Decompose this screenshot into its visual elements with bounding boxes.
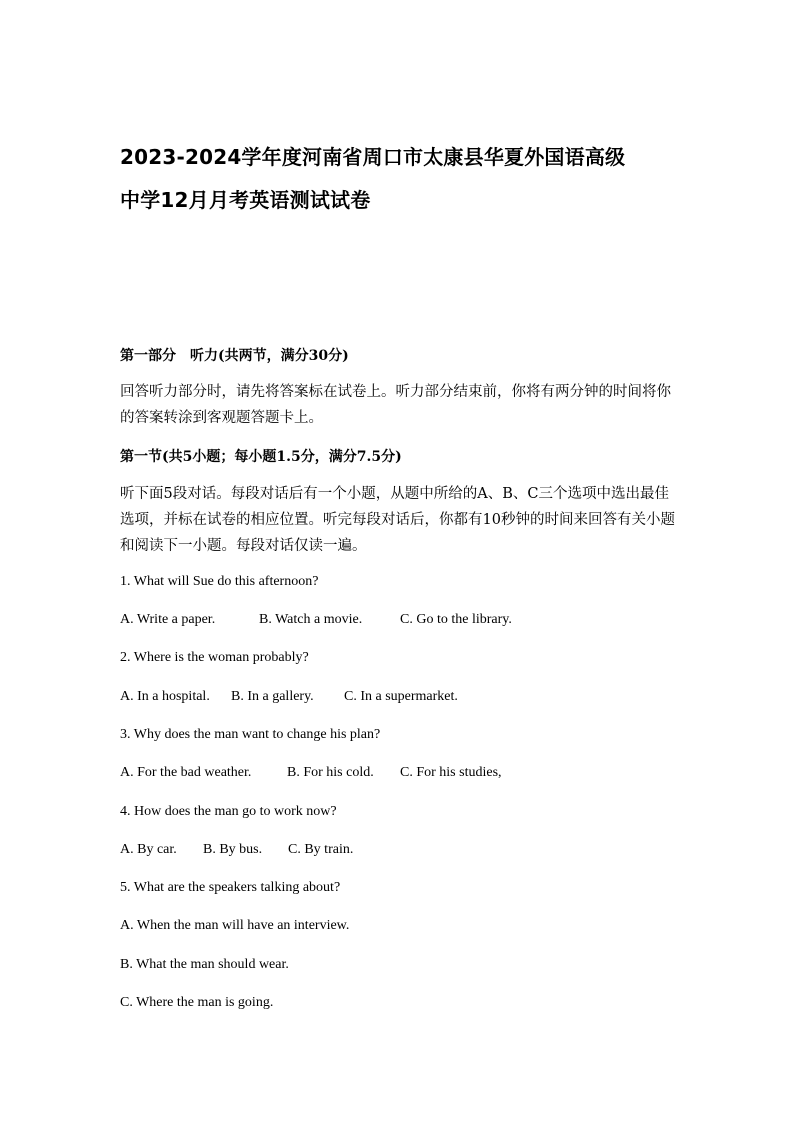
q3-option-b: B. For his cold. <box>287 765 374 780</box>
q5-option-a: A. When the man will have an interview. <box>120 918 350 933</box>
question-3-options <box>120 765 502 781</box>
question-5: 5. What are the speakers talking about? <box>120 880 341 895</box>
q2-option-a: A. In a hospital. <box>120 689 210 704</box>
question-4: 4. How does the man go to work now? <box>120 804 337 819</box>
question-2: 2. Where is the woman probably? <box>120 650 309 665</box>
q3-option-a: A. For the bad weather. <box>120 765 252 780</box>
part1-heading: 第一部分 听力(共两节，满分30分) <box>120 348 349 364</box>
exam-title-line-2: 中学12月月考英语测试试卷 <box>120 188 371 212</box>
exam-title-line-1: 2023-2024学年度河南省周口市太康县华夏外国语高级 <box>120 145 626 169</box>
q3-option-c: C. For his studies, <box>400 765 502 780</box>
question-3: 3. Why does the man want to change his plan? <box>120 727 381 742</box>
q1-option-a: A. Write a paper. <box>120 612 216 627</box>
q2-option-b: B. In a gallery. <box>231 689 314 704</box>
question-2-options <box>120 689 458 705</box>
q5-option-c: C. Where the man is going. <box>120 995 274 1010</box>
q4-option-c: C. By train. <box>288 842 354 857</box>
q4-option-a: A. By car. <box>120 842 177 857</box>
q1-option-b: B. Watch a movie. <box>259 612 363 627</box>
q1-option-c: C. Go to the library. <box>400 612 512 627</box>
q2-option-c: C. In a supermarket. <box>344 689 458 704</box>
section1-heading: 第一节(共5小题；每小题1.5分，满分7.5分) <box>120 449 402 465</box>
q4-option-b: B. By bus. <box>203 842 263 857</box>
q5-option-b: B. What the man should wear. <box>120 957 289 972</box>
question-1-options <box>120 612 512 628</box>
question-1: 1. What will Sue do this afternoon? <box>120 574 319 589</box>
section1-instruction: 听下面5段对话。每段对话后有一个小题，从题中所给的A、B、C三个选项中选出最佳选项，并标在试卷的相应位置。听完每段对话后，你都有10秒钟的时间来回答有关小题和阅读下一小题。每段对话仅读一遍。 <box>120 486 675 554</box>
question-4-options <box>120 842 353 858</box>
part1-instruction: 回答听力部分时，请先将答案标在试卷上。听力部分结束前，你将有两分钟的时间将你的答案转涂到客观题答题卡上。 <box>120 384 671 426</box>
